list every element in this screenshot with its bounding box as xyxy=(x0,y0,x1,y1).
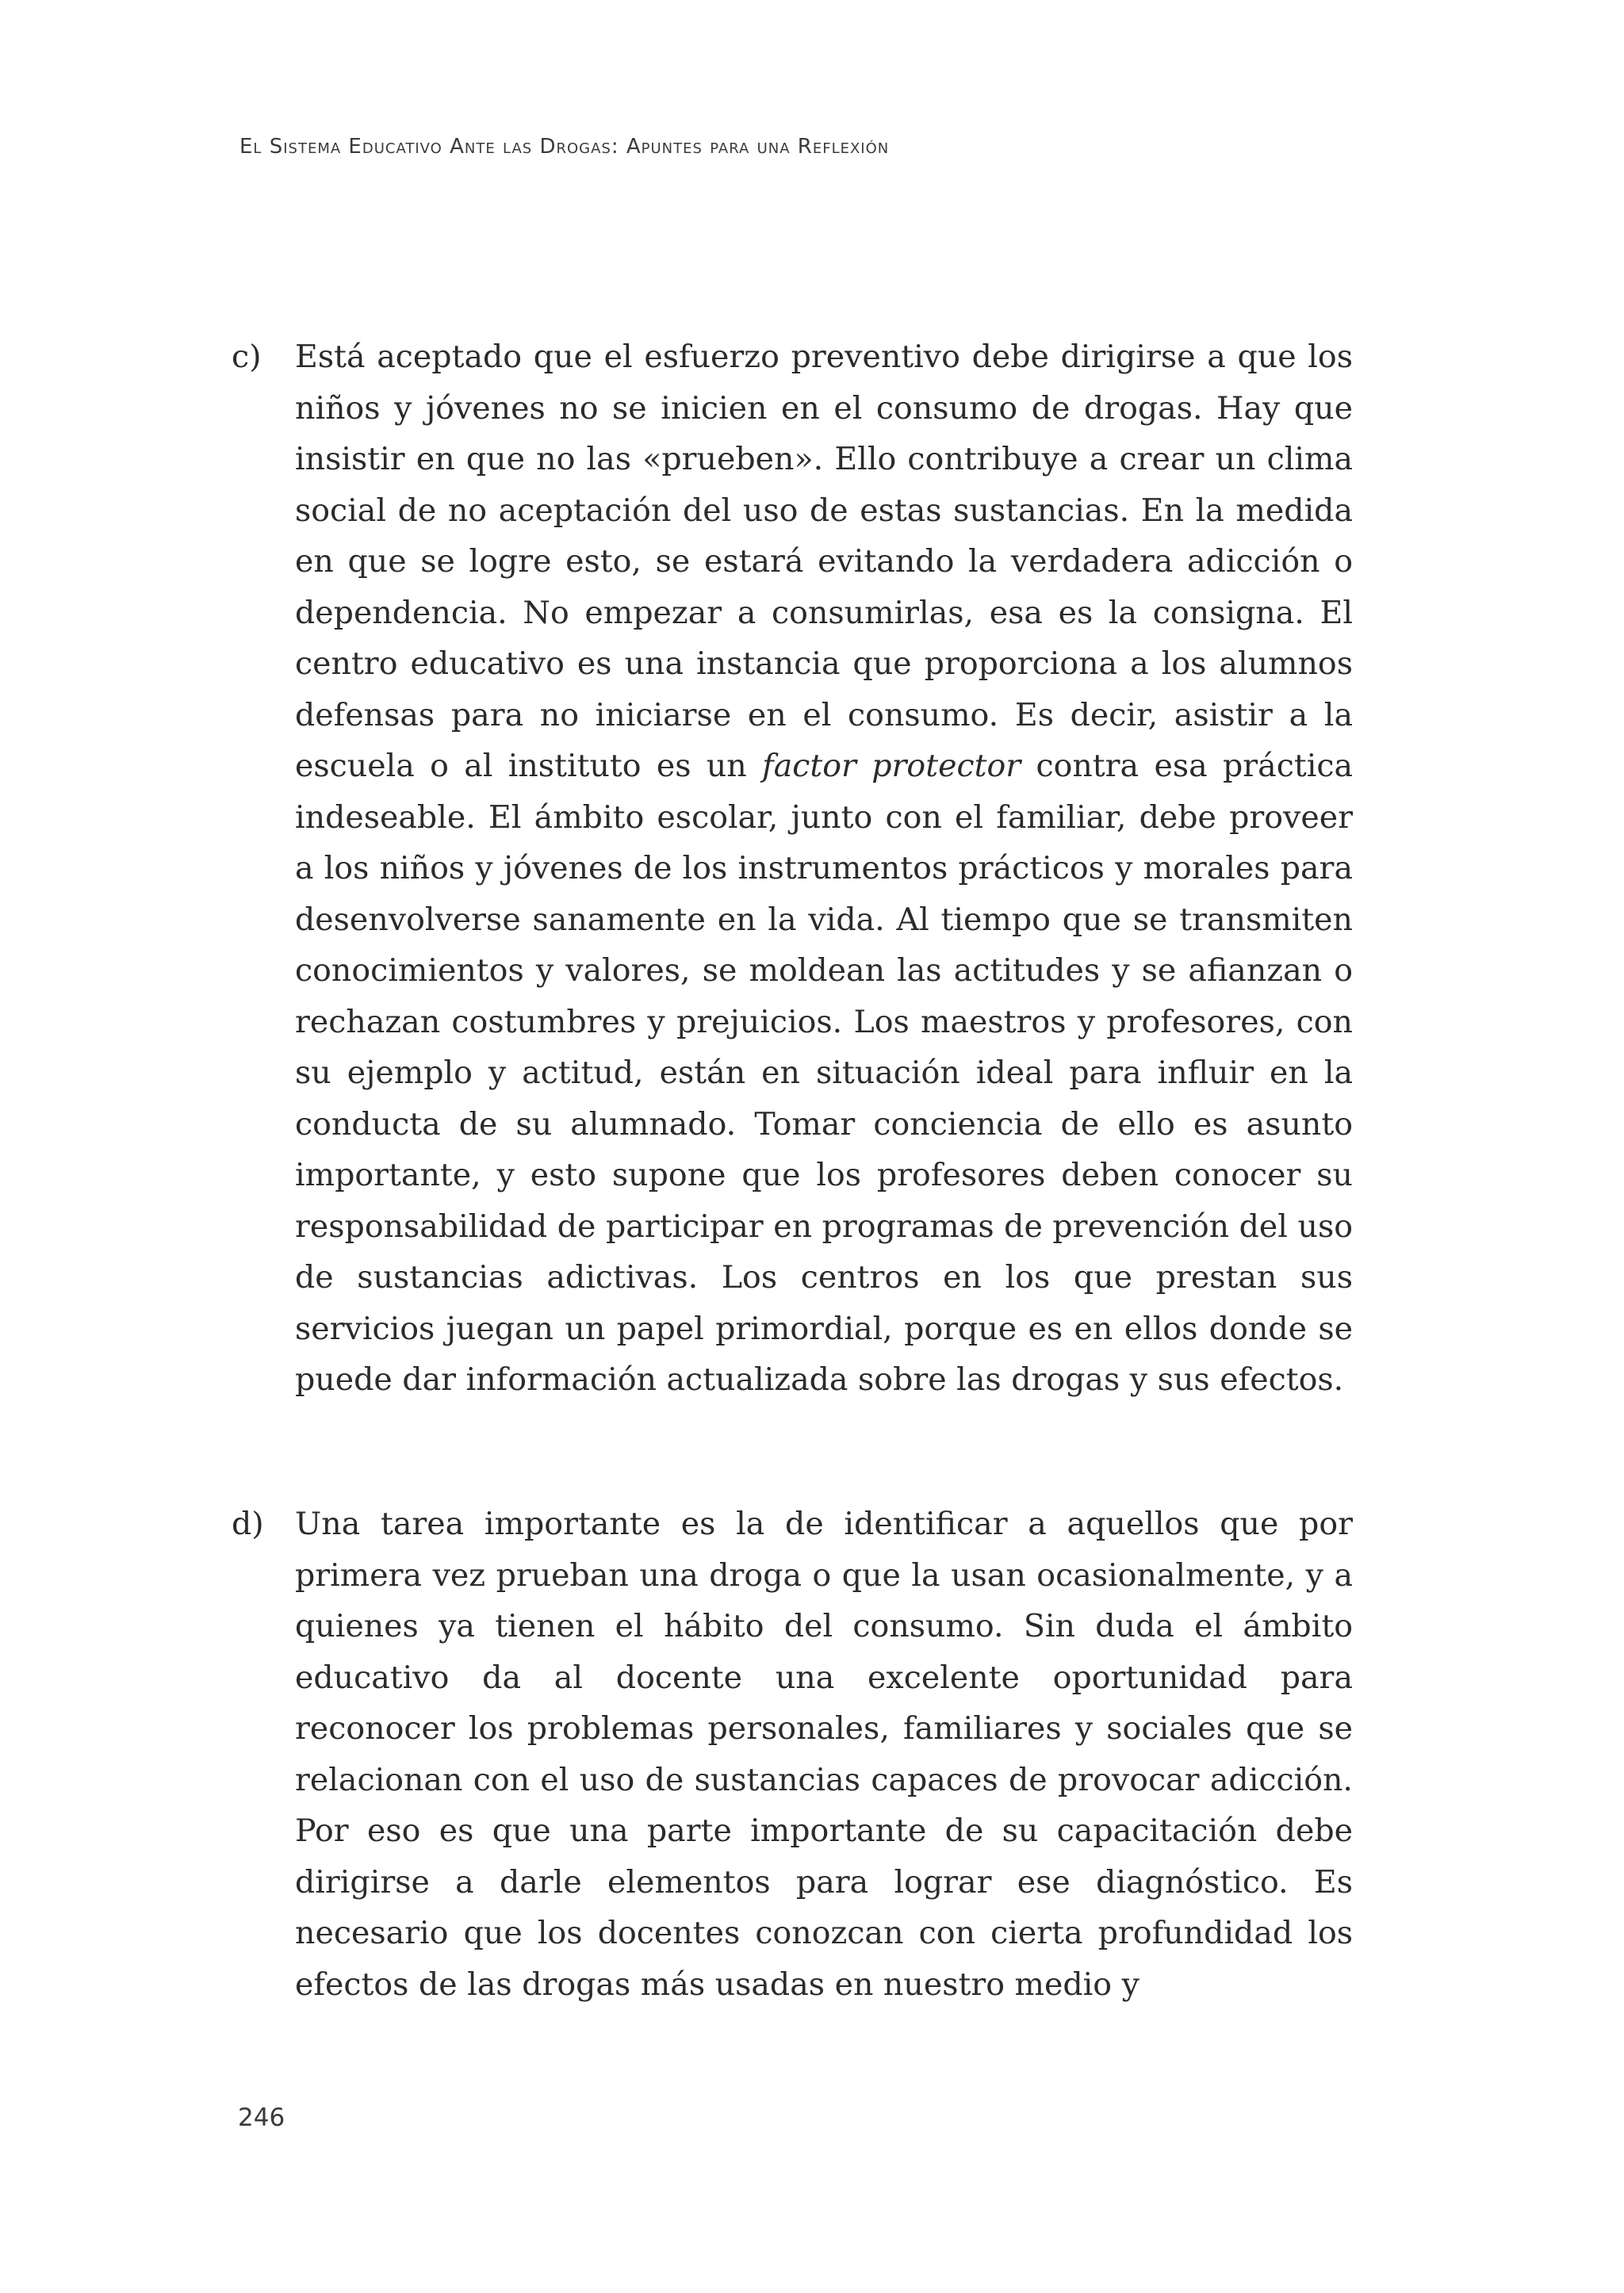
list-marker-d: d) xyxy=(232,1506,264,1542)
list-item-d xyxy=(232,1499,1353,2010)
paragraph-d: Una tarea importante es la de identificar a aquellos que por primera vez prueban una droga o que la usan ocasionalmente, y a quienes ya tienen el hábito del consumo. Sin duda el ámbito educativo da al docente una excelente oportunidad para reconocer los problemas personales, familiares y sociales que se relacionan con el uso de sustancias capaces de provocar adicción. Por eso es que una parte importante de su capacitación debe dirigirse a darle elementos para lograr ese diagnóstico. Es necesario que los docentes conozcan con cierta profundidad los efectos de las drogas más usadas en nuestro medio y xyxy=(295,1506,1353,2003)
paragraph-c xyxy=(295,331,1353,1406)
list-marker-c: c) xyxy=(232,339,262,375)
paragraph-c-text-start: Está aceptado que el esfuerzo preventivo debe dirigirse a que los niños y jóvenes no se inicien en el consumo de drogas. Hay que insistir en que no las «prueben». Ello contribuye a crear un clima social de no aceptación del uso de estas sustancias. En la medida en que se logre esto, se estará evitando la verdadera adicción o dependencia. No empezar a consumirlas, esa es la consigna. El centro educativo es una instancia que proporciona a los alumnos defensas para no iniciarse en el consumo. Es decir, asistir a la escuela o al instituto es un xyxy=(295,339,1353,784)
running-head: El Sistema Educativo Ante las Drogas: Apuntes para una Reflexión xyxy=(239,135,890,159)
page-number: 246 xyxy=(238,2104,285,2132)
paragraph-c-text-end: contra esa práctica indeseable. El ámbito escolar, junto con el familiar, debe proveer a los niños y jóvenes de los instrumentos prácticos y morales para desenvolverse sanamente en la vida. Al tiempo que se transmiten conocimientos y valores, se moldean las actitudes y se afianzan o rechazan costumbres y prejuicios. Los maestros y profesores, con su ejemplo y actitud, están en situación ideal para influir en la conducta de su alumnado. Tomar conciencia de ello es asunto importante, y esto supone que los profesores deben conocer su responsabilidad de participar en programas de prevención del uso de sustancias adictivas. Los centros en los que prestan sus servicios juegan un papel primordial, porque es en ellos donde se puede dar información actualizada sobre las drogas y sus efectos. xyxy=(295,748,1353,1398)
italic-term: factor protector xyxy=(762,748,1021,784)
list-item-c xyxy=(232,331,1353,1406)
